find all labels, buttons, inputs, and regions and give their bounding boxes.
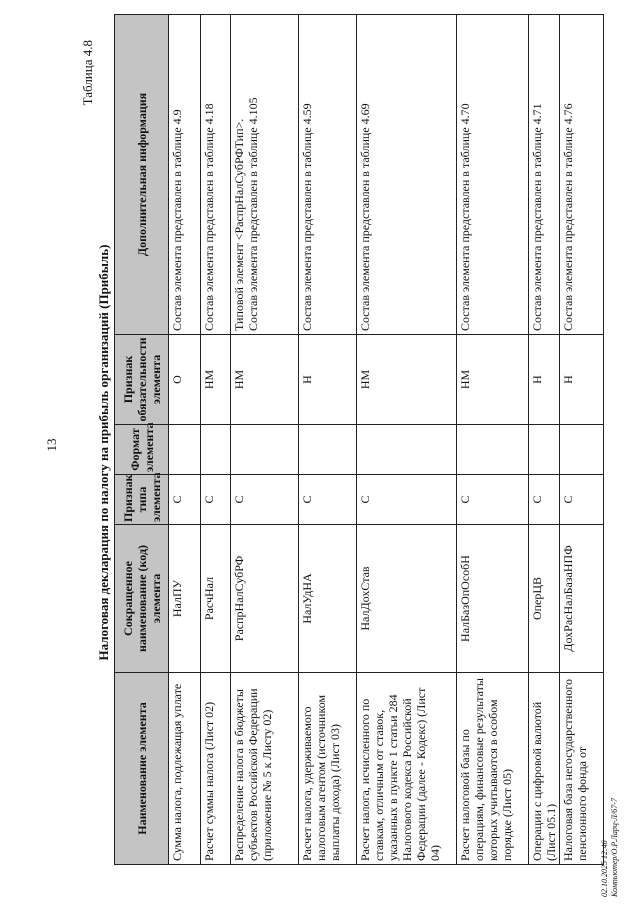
cell-info-line: Типовой элемент <РаспрНалСубРФТип>. (232, 118, 246, 331)
header-element-required: Признак обязательности элемента (115, 335, 169, 425)
cell-required: НМ (357, 335, 457, 425)
cell-format (201, 425, 231, 475)
cell-type: С (169, 475, 201, 525)
cell-info: Состав элемента представлен в таблице 4.9 (169, 15, 201, 335)
cell-format (231, 425, 299, 475)
elements-table (114, 14, 604, 865)
cell-code: ДохРасНалБазаНПФ (560, 525, 604, 673)
cell-type: С (231, 475, 299, 525)
table-row (299, 15, 357, 865)
cell-type: С (457, 475, 529, 525)
table-row (560, 15, 604, 865)
table-row (169, 15, 201, 865)
cell-name: Расчет налога, исчисленного по ставкам, отличным от ставок, указанных в пункте 1 статьи 284 Налогового кодекса Российской Федерации (далее - Кодекс) (Лист 04) (357, 673, 457, 865)
cell-code: НалУдНА (299, 525, 357, 673)
cell-type: С (560, 475, 604, 525)
header-element-code: Сокращенное наименование (код) элемента (115, 525, 169, 673)
cell-required: Н (560, 335, 604, 425)
cell-required: Н (299, 335, 357, 425)
cell-name: Сумма налога, подлежащая уплате (169, 673, 201, 865)
header-element-format: Формат элемента (115, 425, 169, 475)
table-header-row (115, 15, 169, 865)
cell-info: Состав элемента представлен в таблице 4.76 (560, 15, 604, 335)
cell-type: С (357, 475, 457, 525)
cell-format (299, 425, 357, 475)
cell-name: Расчет суммы налога (Лист 02) (201, 673, 231, 865)
cell-info-line: Состав элемента представлен в таблице 4.105 (246, 97, 260, 331)
cell-info: Состав элемента представлен в таблице 4.18 (201, 15, 231, 335)
cell-info: Состав элемента представлен в таблице 4.69 (357, 15, 457, 335)
cell-code: РаспрНалСубРФ (231, 525, 299, 673)
cell-format (457, 425, 529, 475)
cell-code: ОперЦВ (529, 525, 560, 673)
cell-format (529, 425, 560, 475)
page-number: 13 (44, 438, 59, 452)
cell-info: Состав элемента представлен в таблице 4.70 (457, 15, 529, 335)
print-source: Компьютер/О.Р.Ларц-Л/67-7 (610, 798, 619, 897)
cell-type: С (201, 475, 231, 525)
cell-format (357, 425, 457, 475)
cell-name: Операции с цифровой валютой (Лист 05.1) (529, 673, 560, 865)
cell-format (560, 425, 604, 475)
table-row (231, 15, 299, 865)
table-name: Таблица 4.8 (80, 40, 95, 106)
table-row (529, 15, 560, 865)
cell-type: С (299, 475, 357, 525)
cell-info: Состав элемента представлен в таблице 4.59 (299, 15, 357, 335)
cell-code: НалБазОпОсобН (457, 525, 529, 673)
table-row (457, 15, 529, 865)
print-timestamp: 02.10.2025 12:46 (600, 840, 609, 897)
cell-code: НалПУ (169, 525, 201, 673)
cell-code: НалДохСтав (357, 525, 457, 673)
cell-type: С (529, 475, 560, 525)
cell-name: Распределение налога в бюджеты субъектов Российской Федерации (приложение № 5 к Листу 02) (231, 673, 299, 865)
cell-required: Н (529, 335, 560, 425)
cell-code: РасчНал (201, 525, 231, 673)
table-row (357, 15, 457, 865)
cell-name: Налоговая база негосударственного пенсионного фонда от (560, 673, 604, 865)
header-additional-info: Дополнительная информация (115, 15, 169, 335)
cell-required: НМ (457, 335, 529, 425)
header-element-type: Признак типа элемента (115, 475, 169, 525)
cell-name: Расчет налога, удерживаемого налоговым агентом (источником выплаты дохода) (Лист 03) (299, 673, 357, 865)
header-element-name: Наименование элемента (115, 673, 169, 865)
print-footer (600, 798, 620, 897)
cell-required: НМ (201, 335, 231, 425)
cell-name: Расчет налоговой базы по операциям, финансовые результаты которых учитываются в особом порядке (Лист 05) (457, 673, 529, 865)
table-row (201, 15, 231, 865)
cell-info (231, 15, 299, 335)
table-title: Налоговая декларация по налогу на прибыль организаций (Прибыль) (96, 244, 111, 661)
cell-required: НМ (231, 335, 299, 425)
cell-info: Состав элемента представлен в таблице 4.71 (529, 15, 560, 335)
cell-required: О (169, 335, 201, 425)
cell-format (169, 425, 201, 475)
